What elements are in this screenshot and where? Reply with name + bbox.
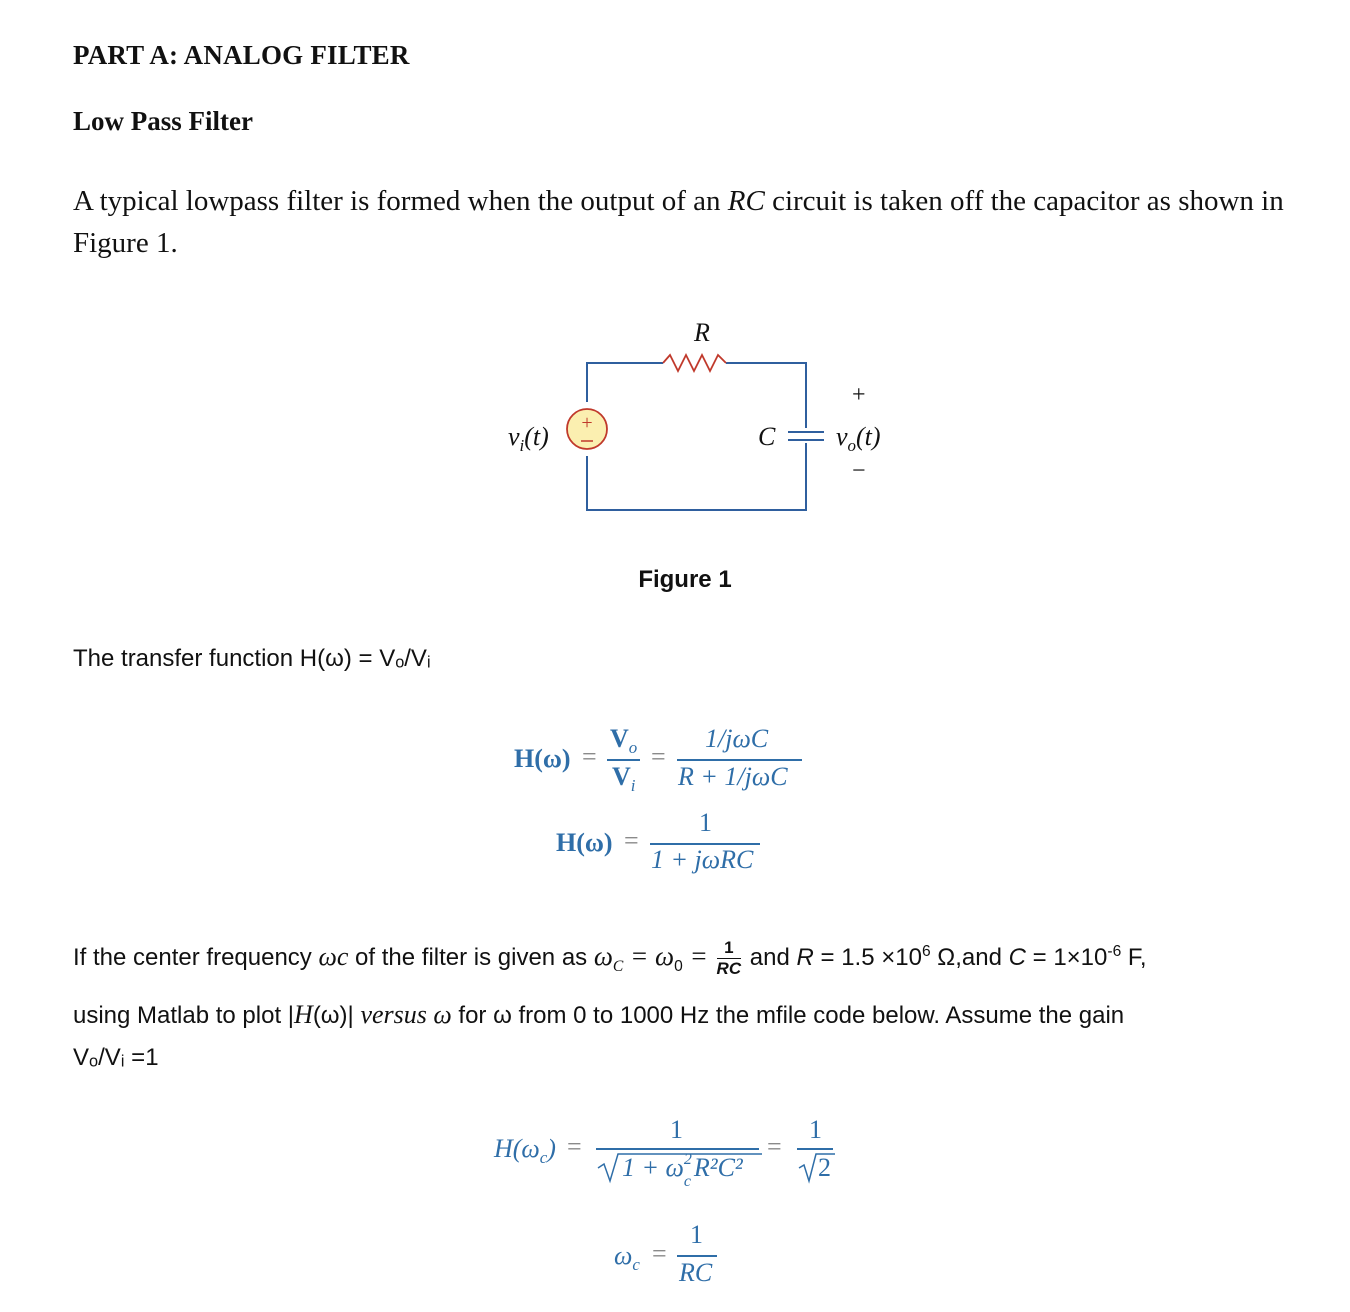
eq3-rhs-num: 1 — [809, 1115, 822, 1144]
question-paragraph — [73, 928, 1293, 1076]
circuit-top-wire — [587, 363, 663, 402]
subsection-heading: Low Pass Filter — [73, 106, 253, 136]
paragraph-line-3: Vₒ/Vᵢ =1 — [73, 1043, 159, 1071]
figure-caption: Figure 1 — [638, 566, 732, 593]
eq1-den: R + 1/jωC — [678, 762, 788, 791]
paragraph-line-2: using Matlab to plot |H(ω)| versus ω for ω from 0 to 1000 Hz the mfile code below. Assume the gain — [73, 999, 1125, 1029]
source-voltage-label: $v_i(t)$ — [508, 422, 549, 456]
eq3-lhs: $H(\omega_c)$ — [494, 1134, 556, 1168]
source-plus-sign: + — [581, 412, 593, 434]
eq3-rhs-sqrt-symbol — [797, 1148, 837, 1188]
paragraph-line-1: If the center frequency ωc of the filter is given as $\omega_C = \omega_0$ = $\frac{1}{RC}$ and $R = 1.5 \times 10^6$ Ω,and $C = 1\times 10^{-6}$ F, — [73, 938, 1147, 979]
eq3-rhs-den: 2 — [818, 1153, 831, 1182]
eq3-equals-2: = — [767, 1132, 782, 1161]
resistor-label: R — [694, 318, 710, 347]
output-minus-sign: − — [852, 458, 866, 484]
eq1-vo: $V_o$ — [610, 724, 638, 758]
eq1-lhs: H(ω) — [514, 744, 571, 773]
output-plus-sign: + — [852, 382, 866, 408]
eq4-lhs: $\omega_c$ — [614, 1241, 640, 1275]
circuit-top-right-wire — [726, 363, 806, 428]
output-voltage-label: $v_o(t)$ — [836, 422, 881, 456]
intro-paragraph: A typical lowpass filter is formed when the output of an RC circuit is taken off the capacitor as shown in Figure 1. — [73, 185, 1284, 259]
transfer-function-text: The transfer function H(ω) = Vₒ/Vᵢ — [73, 645, 431, 672]
eq3-equals-1: = — [567, 1132, 582, 1161]
capacitor-label: C — [758, 422, 776, 451]
eq4-fraction-bar — [677, 1255, 717, 1257]
eq2-num: 1 — [699, 808, 712, 837]
eq1-equals-2: = — [651, 742, 666, 771]
circuit-bottom-wire — [587, 443, 806, 510]
eq1-vi: $V_i$ — [612, 762, 636, 796]
eq2-lhs: H(ω) — [556, 828, 613, 857]
eq2-equals: = — [624, 826, 639, 855]
resistor-symbol — [663, 355, 726, 371]
eq1-equals-1: = — [582, 742, 597, 771]
eq2-den: 1 + jωRC — [651, 845, 754, 874]
eq4-equals: = — [652, 1239, 667, 1268]
eq1-num: 1/jωC — [705, 724, 769, 753]
eq4-num: 1 — [690, 1220, 703, 1249]
eq3-den: 1 + ω 2 c R²C² — [622, 1151, 743, 1190]
eq1-fraction-bar-2 — [677, 759, 802, 761]
eq1-fraction-bar-1 — [607, 759, 640, 761]
eq3-num: 1 — [670, 1115, 683, 1144]
eq4-den: RC — [679, 1258, 713, 1287]
section-heading: PART A: ANALOG FILTER — [73, 40, 410, 70]
